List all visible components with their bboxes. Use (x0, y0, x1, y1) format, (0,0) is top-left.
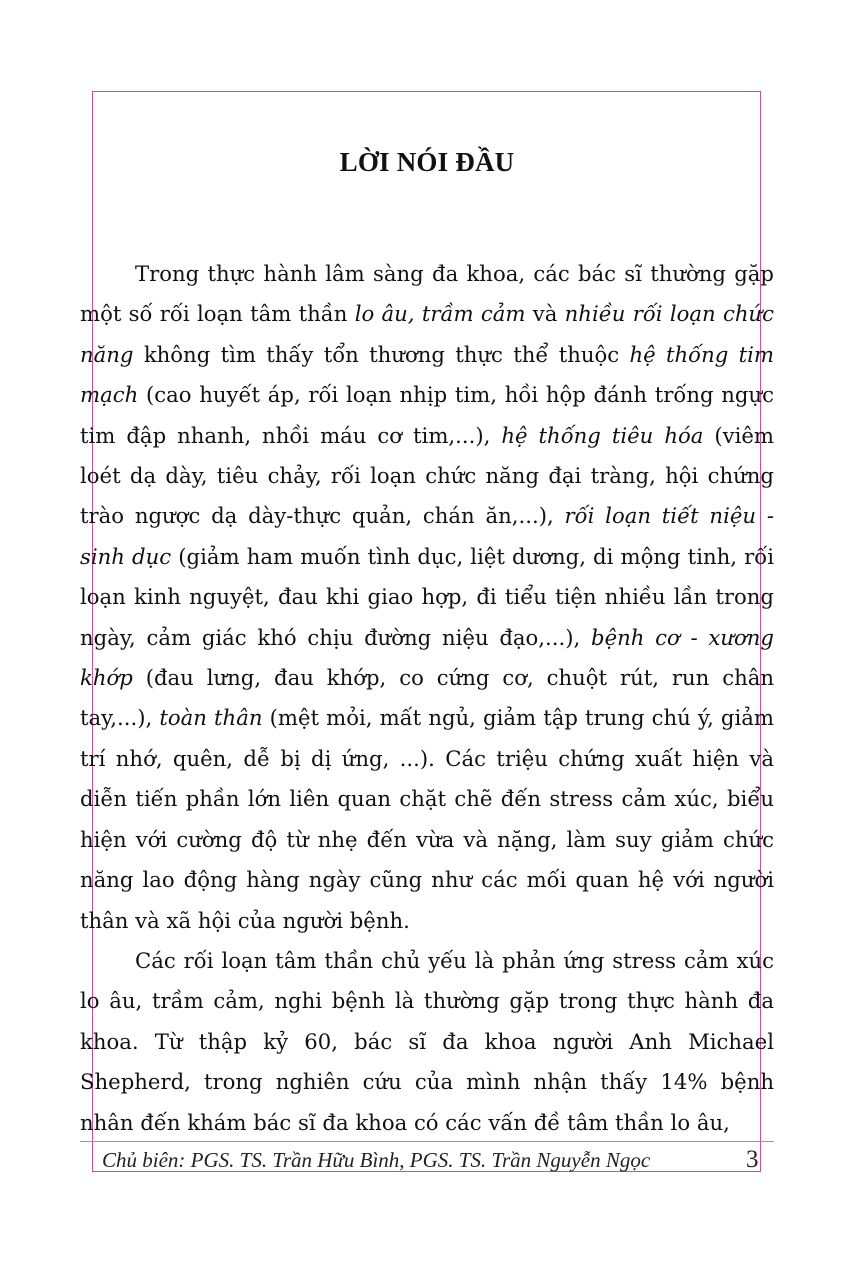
text-run: và (525, 301, 565, 327)
italic-term: nhiều rối loạn chức năng (80, 301, 775, 367)
text-run: không tìm thấy tổn thương thực thể thuộc (133, 341, 630, 367)
footer-rule (80, 1141, 774, 1142)
italic-term: bệnh cơ - xương khớp (80, 624, 774, 691)
italic-term: rối loạn tiết niệu - sinh dục (80, 503, 774, 569)
italic-term: hệ thống tim mạch (80, 341, 774, 408)
page-title: LỜI NÓI ĐẦU (339, 147, 515, 177)
italic-term: hệ thống tiêu hóa (501, 422, 704, 448)
text-run: Trong thực hành lâm sàng đa khoa, các bác sĩ thường gặp một số rối loạn tâm thần (80, 261, 774, 327)
italic-term: toàn thân (159, 705, 263, 731)
paragraph-2: Các rối loạn tâm thần chủ yếu là phản ứng stress cảm xúc lo âu, trầm cảm, nghi bệnh là thường gặp trong thực hành đa khoa. Từ thập kỷ 60, bác sĩ đa khoa người Anh Michael Shepherd, trong nghiên cứu của mình nhận thấy 14% bệnh nhân đến khám bác sĩ đa khoa có các vấn đề tâm thần lo âu, (80, 947, 774, 1135)
text-run: (mệt mỏi, mất ngủ, giảm tập trung chú ý, giảm trí nhớ, quên, dễ bị dị ứng, ...). Các triệu chứng xuất hiện và diễn tiến phần lớn liên quan chặt chẽ đến stress cảm xúc, biểu hiện với cường độ từ nhẹ đến vừa và nặng, làm suy giảm chức năng lao động hàng ngày cũng như các mối quan hệ với người thân và xã hội của người bệnh. (80, 705, 774, 933)
footer-authors: Chủ biên: PGS. TS. Trần Hữu Bình, PGS. TS. Trần Nguyễn Ngọc (102, 1148, 651, 1172)
text-run: (cao huyết áp, rối loạn nhịp tim, hồi hộp đánh trống ngực tim đập nhanh, nhồi máu cơ tim,...), (80, 382, 774, 448)
text-run: (viêm loét dạ dày, tiêu chảy, rối loạn chức năng đại tràng, hội chứng trào ngược dạ dày-thực quản, chán ăn,...), (80, 422, 774, 529)
text-run: (giảm ham muốn tình dục, liệt dương, di mộng tinh, rối loạn kinh nguyệt, đau khi giao hợp, đi tiểu tiện nhiều lần trong ngày, cảm giác khó chịu đường niệu đạo,...), (80, 543, 774, 650)
body-text (80, 254, 774, 1143)
italic-term: lo âu, trầm cảm (354, 301, 526, 327)
page-number: 3 (746, 1146, 759, 1173)
text-run: (đau lưng, đau khớp, co cứng cơ, chuột rút, run chân tay,...), (80, 665, 774, 731)
paragraph-1 (80, 254, 774, 941)
